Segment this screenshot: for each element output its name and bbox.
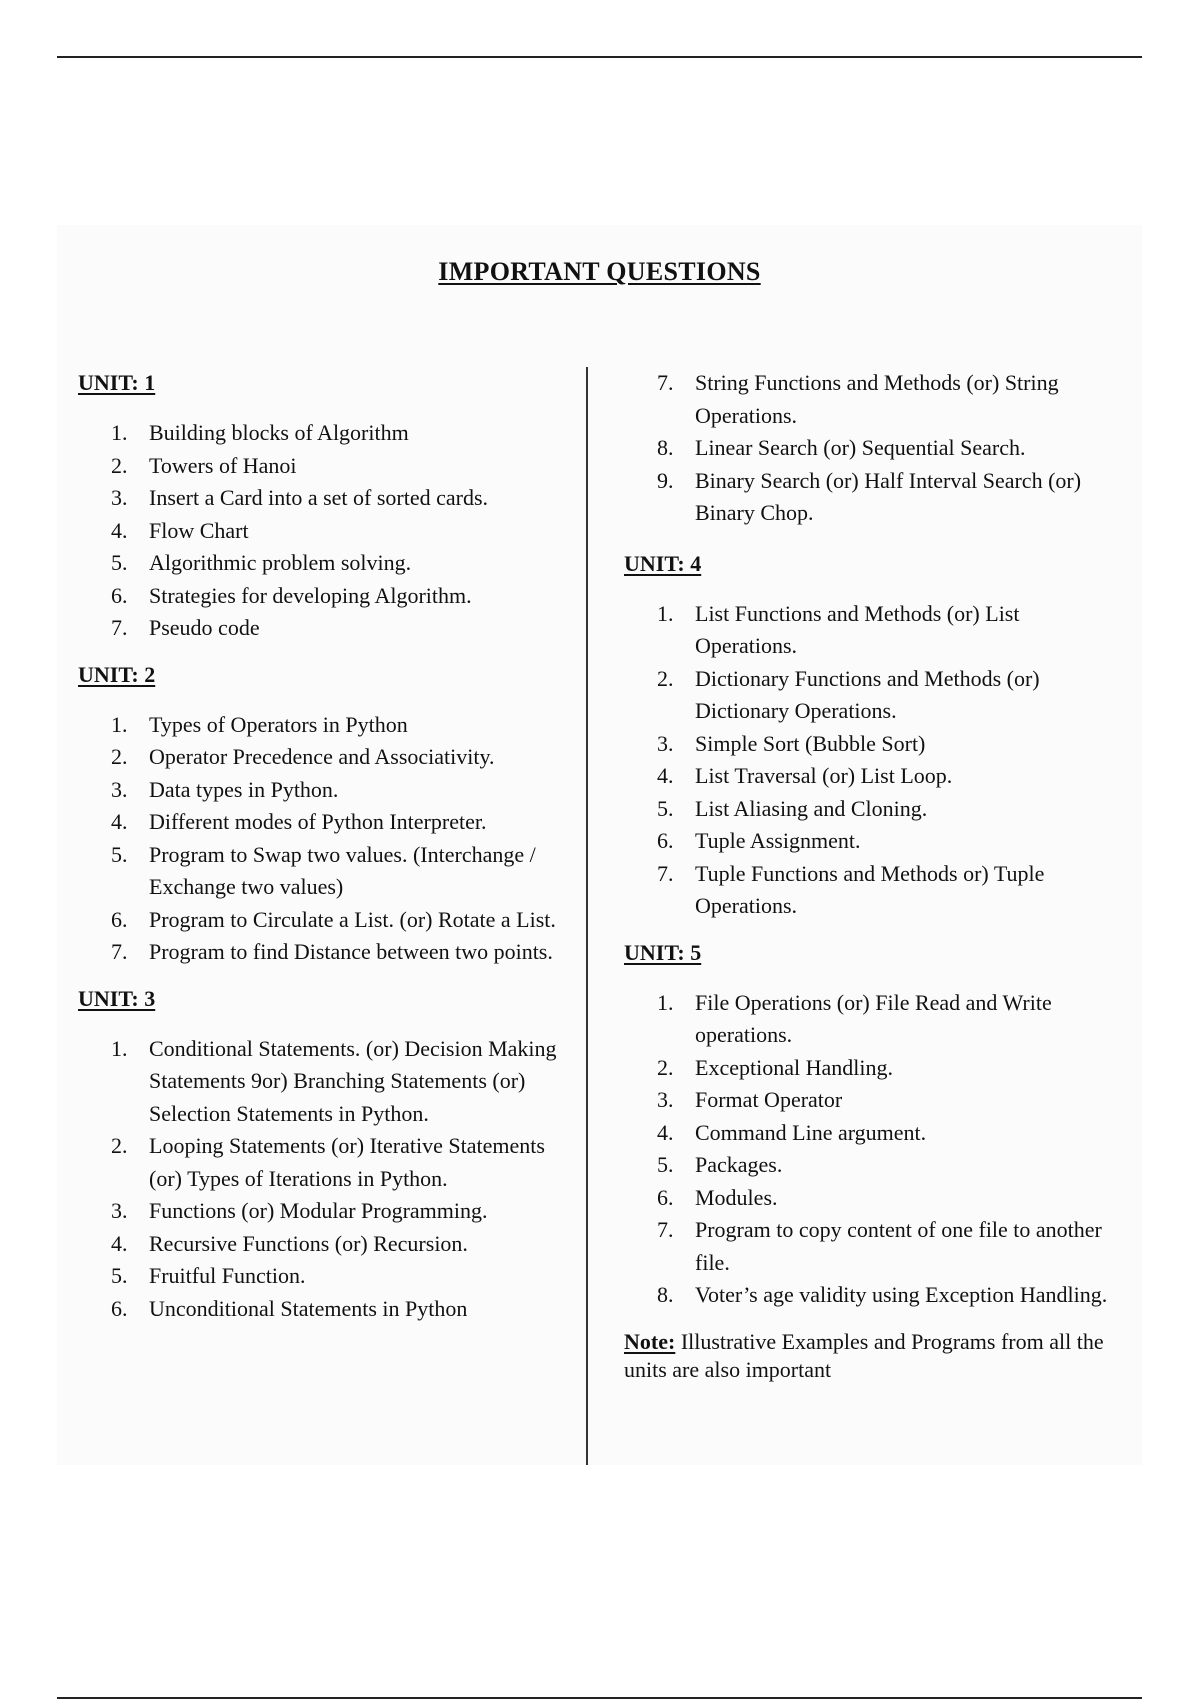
item-number: 9. [657, 467, 674, 493]
list-item [624, 1182, 1124, 1215]
item-number: 2. [111, 744, 128, 769]
item-text: Towers of Hanoi [149, 452, 297, 478]
item-number: 3. [111, 776, 128, 802]
item-text: Packages. [695, 1152, 783, 1177]
item-text: Operator Precedence and Associativity. [149, 744, 495, 769]
item-text: Looping Statements (or) Iterative Statements (or) Types of Iterations in Python. [149, 1133, 545, 1191]
item-number: 1. [657, 600, 674, 626]
item-number: 8. [657, 1282, 674, 1307]
list-item [624, 1084, 1124, 1117]
item-text: Modules. [695, 1184, 778, 1210]
item-text: Exceptional Handling. [695, 1054, 893, 1080]
item-text: Command Line argument. [695, 1119, 927, 1145]
bottom-rule [57, 1697, 1142, 1699]
item-number: 7. [111, 939, 128, 964]
item-number: 3. [657, 1087, 674, 1112]
item-text: Binary Search (or) Half Interval Search (or) Binary Chop. [695, 467, 1082, 525]
item-text: Fruitful Function. [149, 1263, 306, 1288]
item-text: Simple Sort (Bubble Sort) [695, 730, 926, 756]
item-number: 4. [111, 517, 128, 543]
note [624, 1328, 1124, 1384]
item-text: Tuple Functions and Methods or) Tuple Operations. [695, 860, 1045, 918]
item-text: File Operations (or) File Read and Write operations. [695, 989, 1052, 1047]
list-item [624, 432, 1124, 465]
item-text: Program to copy content of one file to another file. [695, 1217, 1102, 1275]
list-item [78, 1195, 568, 1228]
list-item [624, 663, 1124, 728]
item-text: List Functions and Methods (or) List Operations. [695, 600, 1020, 658]
question-list [78, 1033, 568, 1326]
list-item [78, 1130, 568, 1195]
item-text: List Traversal (or) List Loop. [695, 763, 953, 788]
list-item [624, 793, 1124, 826]
item-number: 4. [657, 1119, 674, 1145]
list-item [78, 580, 568, 613]
list-item [624, 1117, 1124, 1150]
item-text: Pseudo code [149, 615, 260, 640]
list-item [624, 760, 1124, 793]
question-list [78, 417, 568, 645]
list-item [78, 936, 568, 969]
item-number: 5. [657, 795, 674, 821]
item-number: 1. [111, 711, 128, 737]
item-text: Program to find Distance between two points. [149, 939, 553, 964]
item-text: Strategies for developing Algorithm. [149, 582, 472, 608]
item-number: 2. [657, 1054, 674, 1080]
item-text: Program to Circulate a List. (or) Rotate a List. [149, 906, 556, 932]
unit-heading: UNIT: 1 [78, 370, 156, 395]
list-item [78, 1293, 568, 1326]
list-item [78, 482, 568, 515]
list-item [78, 450, 568, 483]
right-column [624, 367, 1124, 1384]
item-number: 5. [111, 841, 128, 867]
item-text: List Aliasing and Cloning. [695, 795, 928, 821]
item-text: Dictionary Functions and Methods (or) Dictionary Operations. [695, 665, 1040, 723]
list-item [78, 709, 568, 742]
list-item [78, 904, 568, 937]
item-text: Format Operator [695, 1087, 843, 1112]
item-text: Unconditional Statements in Python [149, 1295, 468, 1321]
note-text: Illustrative Examples and Programs from all the units are also important [624, 1328, 1104, 1382]
page-title: IMPORTANT QUESTIONS [438, 257, 761, 286]
item-number: 5. [657, 1152, 674, 1177]
item-text: Data types in Python. [149, 776, 339, 802]
list-item [624, 367, 1124, 432]
item-number: 7. [657, 1217, 674, 1242]
list-item [78, 741, 568, 774]
list-item [78, 547, 568, 580]
item-text: Voter’s age validity using Exception Handling. [695, 1282, 1108, 1307]
item-number: 8. [657, 435, 674, 460]
item-number: 7. [111, 615, 128, 640]
item-text: Building blocks of Algorithm [149, 420, 409, 445]
list-item [78, 515, 568, 548]
column-divider [586, 367, 588, 1465]
list-item [78, 1260, 568, 1293]
item-text: Insert a Card into a set of sorted cards. [149, 485, 489, 510]
list-item [624, 598, 1124, 663]
item-number: 5. [111, 550, 128, 575]
question-list [624, 598, 1124, 923]
item-number: 3. [657, 730, 674, 756]
item-number: 6. [657, 1184, 674, 1210]
item-number: 1. [111, 420, 128, 445]
top-rule [57, 56, 1142, 58]
item-text: Types of Operators in Python [149, 711, 408, 737]
item-text: Flow Chart [149, 517, 249, 543]
item-text: Linear Search (or) Sequential Search. [695, 435, 1026, 460]
item-text: Program to Swap two values. (Interchange / Exchange two values) [149, 841, 536, 899]
list-item [624, 1279, 1124, 1312]
list-item [78, 774, 568, 807]
item-number: 6. [111, 582, 128, 608]
item-number: 3. [111, 485, 128, 510]
item-number: 7. [657, 370, 674, 395]
list-item [624, 987, 1124, 1052]
item-text: Conditional Statements. (or) Decision Making Statements 9or) Branching Statements (or) Selection Statements in Python. [149, 1035, 557, 1126]
item-number: 7. [657, 860, 674, 886]
item-number: 5. [111, 1263, 128, 1288]
item-number: 6. [111, 906, 128, 932]
item-number: 1. [657, 989, 674, 1015]
item-text: String Functions and Methods (or) String Operations. [695, 370, 1059, 428]
list-item [624, 1149, 1124, 1182]
list-item [624, 728, 1124, 761]
item-number: 2. [111, 1133, 128, 1158]
question-list-continued [624, 367, 1124, 530]
list-item [78, 1033, 568, 1131]
item-text: Functions (or) Modular Programming. [149, 1198, 488, 1223]
item-number: 1. [111, 1035, 128, 1061]
item-number: 4. [657, 763, 674, 788]
unit-heading: UNIT: 5 [624, 939, 702, 965]
note-label: Note: [624, 1328, 676, 1354]
list-item [624, 1214, 1124, 1279]
list-item [78, 417, 568, 450]
list-item [78, 806, 568, 839]
unit-heading: UNIT: 2 [78, 661, 156, 687]
list-item [624, 858, 1124, 923]
list-item [78, 612, 568, 645]
item-text: Different modes of Python Interpreter. [149, 809, 487, 834]
item-text: Algorithmic problem solving. [149, 550, 412, 575]
list-item [78, 839, 568, 904]
item-number: 2. [111, 452, 128, 478]
unit-heading: UNIT: 3 [78, 985, 156, 1011]
question-list [78, 709, 568, 969]
item-text: Recursive Functions (or) Recursion. [149, 1230, 468, 1256]
question-list [624, 987, 1124, 1312]
list-item [78, 1228, 568, 1261]
item-number: 4. [111, 809, 128, 834]
item-number: 2. [657, 665, 674, 691]
unit-heading: UNIT: 4 [624, 550, 702, 576]
item-number: 6. [111, 1295, 128, 1321]
left-column [78, 367, 568, 1325]
item-number: 6. [657, 828, 674, 853]
scanned-page [57, 225, 1142, 1465]
item-number: 3. [111, 1198, 128, 1223]
item-number: 4. [111, 1230, 128, 1256]
list-item [624, 1052, 1124, 1085]
list-item [624, 465, 1124, 530]
item-text: Tuple Assignment. [695, 828, 861, 853]
list-item [624, 825, 1124, 858]
